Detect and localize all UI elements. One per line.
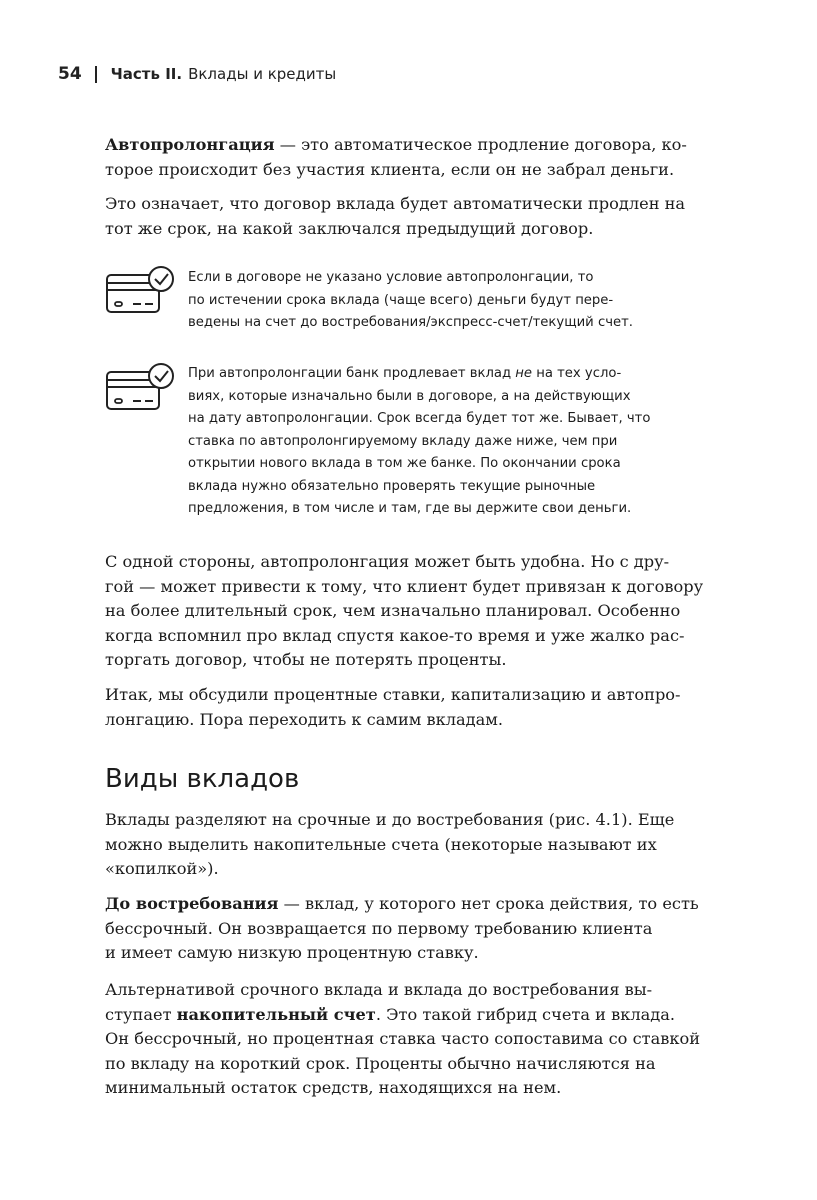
text-line: Итак, мы обсудили процентные ставки, капитализацию и автопро-: [105, 685, 681, 704]
paragraph-meaning: [105, 192, 714, 241]
note-line: на тех усло-: [532, 366, 622, 381]
emphasis-not: не: [515, 366, 533, 381]
text-line: бессрочный. Он возвращается по первому требованию клиента: [105, 918, 653, 938]
running-head: [58, 64, 336, 84]
header-divider: [95, 66, 97, 83]
text-line: Он бессрочный, но процентная ставка часто сопоставима со ставкой: [105, 1029, 701, 1048]
text-line: — вклад, у которого нет срока действия, то есть: [278, 894, 699, 913]
note-line: открытии нового вклада в том же банке. По окончании срока: [188, 456, 621, 471]
note-line: ставка по автопролонгируемому вкладу даже ниже, чем при: [188, 433, 618, 449]
section-heading: Виды вкладов: [105, 764, 300, 794]
page-number: 54: [58, 64, 82, 84]
paragraph-deposit-types: [105, 808, 714, 882]
note-line: Если в договоре не указано условие автопролонгации, то: [188, 270, 594, 285]
text-line: гой — может привести к тому, что клиент будет привязан к договору: [105, 576, 704, 596]
note-line: на дату автопролонгации. Срок всегда будет тот же. Бывает, что: [188, 411, 651, 426]
note-line: ведены на счет до востребования/экспресс-счет/текущий счет.: [188, 315, 633, 330]
text-line: . Это такой гибрид счета и вклада.: [375, 1004, 676, 1024]
text-line: Это означает, что договор вклада будет автоматически продлен на: [105, 194, 686, 213]
credit-card-check-icon: [105, 266, 177, 314]
text-line: минимальный остаток средств, находящихся на нем.: [105, 1078, 562, 1097]
text-line: С одной стороны, автопролонгация может быть удобна. Но с дру-: [105, 552, 670, 571]
text-line: и имеет самую низкую процентную ставку.: [105, 943, 479, 962]
term-demand-deposit: До востребования: [105, 894, 279, 913]
note-text: [188, 363, 714, 521]
text-line: Альтернативой срочного вклада и вклада до востребования вы-: [105, 980, 653, 999]
credit-card-check-icon: [105, 363, 177, 411]
note-line: предложения, в том числе и там, где вы держите свои деньги.: [188, 501, 632, 516]
text-line: — это автоматическое продление договора, ко-: [274, 135, 687, 154]
text-line: «копилкой»).: [105, 859, 219, 878]
paragraph-autoprolongation-definition: [105, 133, 714, 182]
paragraph-savings-account: [105, 978, 714, 1101]
text-line: по вкладу на короткий срок. Проценты обычно начисляются на: [105, 1053, 656, 1073]
paragraph-summary: [105, 683, 714, 732]
note-line: При автопролонгации банк продлевает вклад: [188, 366, 516, 381]
text-line: тот же срок, на какой заключался предыдущий договор.: [105, 218, 594, 238]
term-autoprolongation: Автопролонгация: [105, 135, 275, 154]
paragraph-pros-cons: [105, 550, 714, 673]
text-line: Вклады разделяют на срочные и до востребования (рис. 4.1). Еще: [105, 810, 675, 829]
part-title: Вклады и кредиты: [188, 65, 337, 83]
paragraph-demand-deposit: [105, 892, 714, 966]
text-line: торгать договор, чтобы не потерять проценты.: [105, 650, 507, 669]
text-line: можно выделить накопительные счета (некоторые называют их: [105, 834, 657, 854]
note-line: вклада нужно обязательно проверять текущие рыночные: [188, 478, 596, 494]
note-text: [188, 267, 714, 335]
term-savings-account: накопительный счет: [176, 1004, 376, 1024]
part-label: Часть II.: [110, 65, 183, 83]
text-line: ступает: [105, 1004, 177, 1024]
text-line: лонгацию. Пора переходить к самим вкладам.: [105, 709, 504, 729]
note-line: по истечении срока вклада (чаще всего) деньги будут пере-: [188, 292, 614, 308]
text-line: когда вспомнил про вклад спустя какое-то время и уже жалко рас-: [105, 625, 685, 645]
text-line: на более длительный срок, чем изначально планировал. Особенно: [105, 601, 681, 620]
note-line: виях, которые изначально были в договоре, а на действующих: [188, 388, 631, 404]
text-line: торое происходит без участия клиента, если он не забрал деньги.: [105, 159, 675, 179]
